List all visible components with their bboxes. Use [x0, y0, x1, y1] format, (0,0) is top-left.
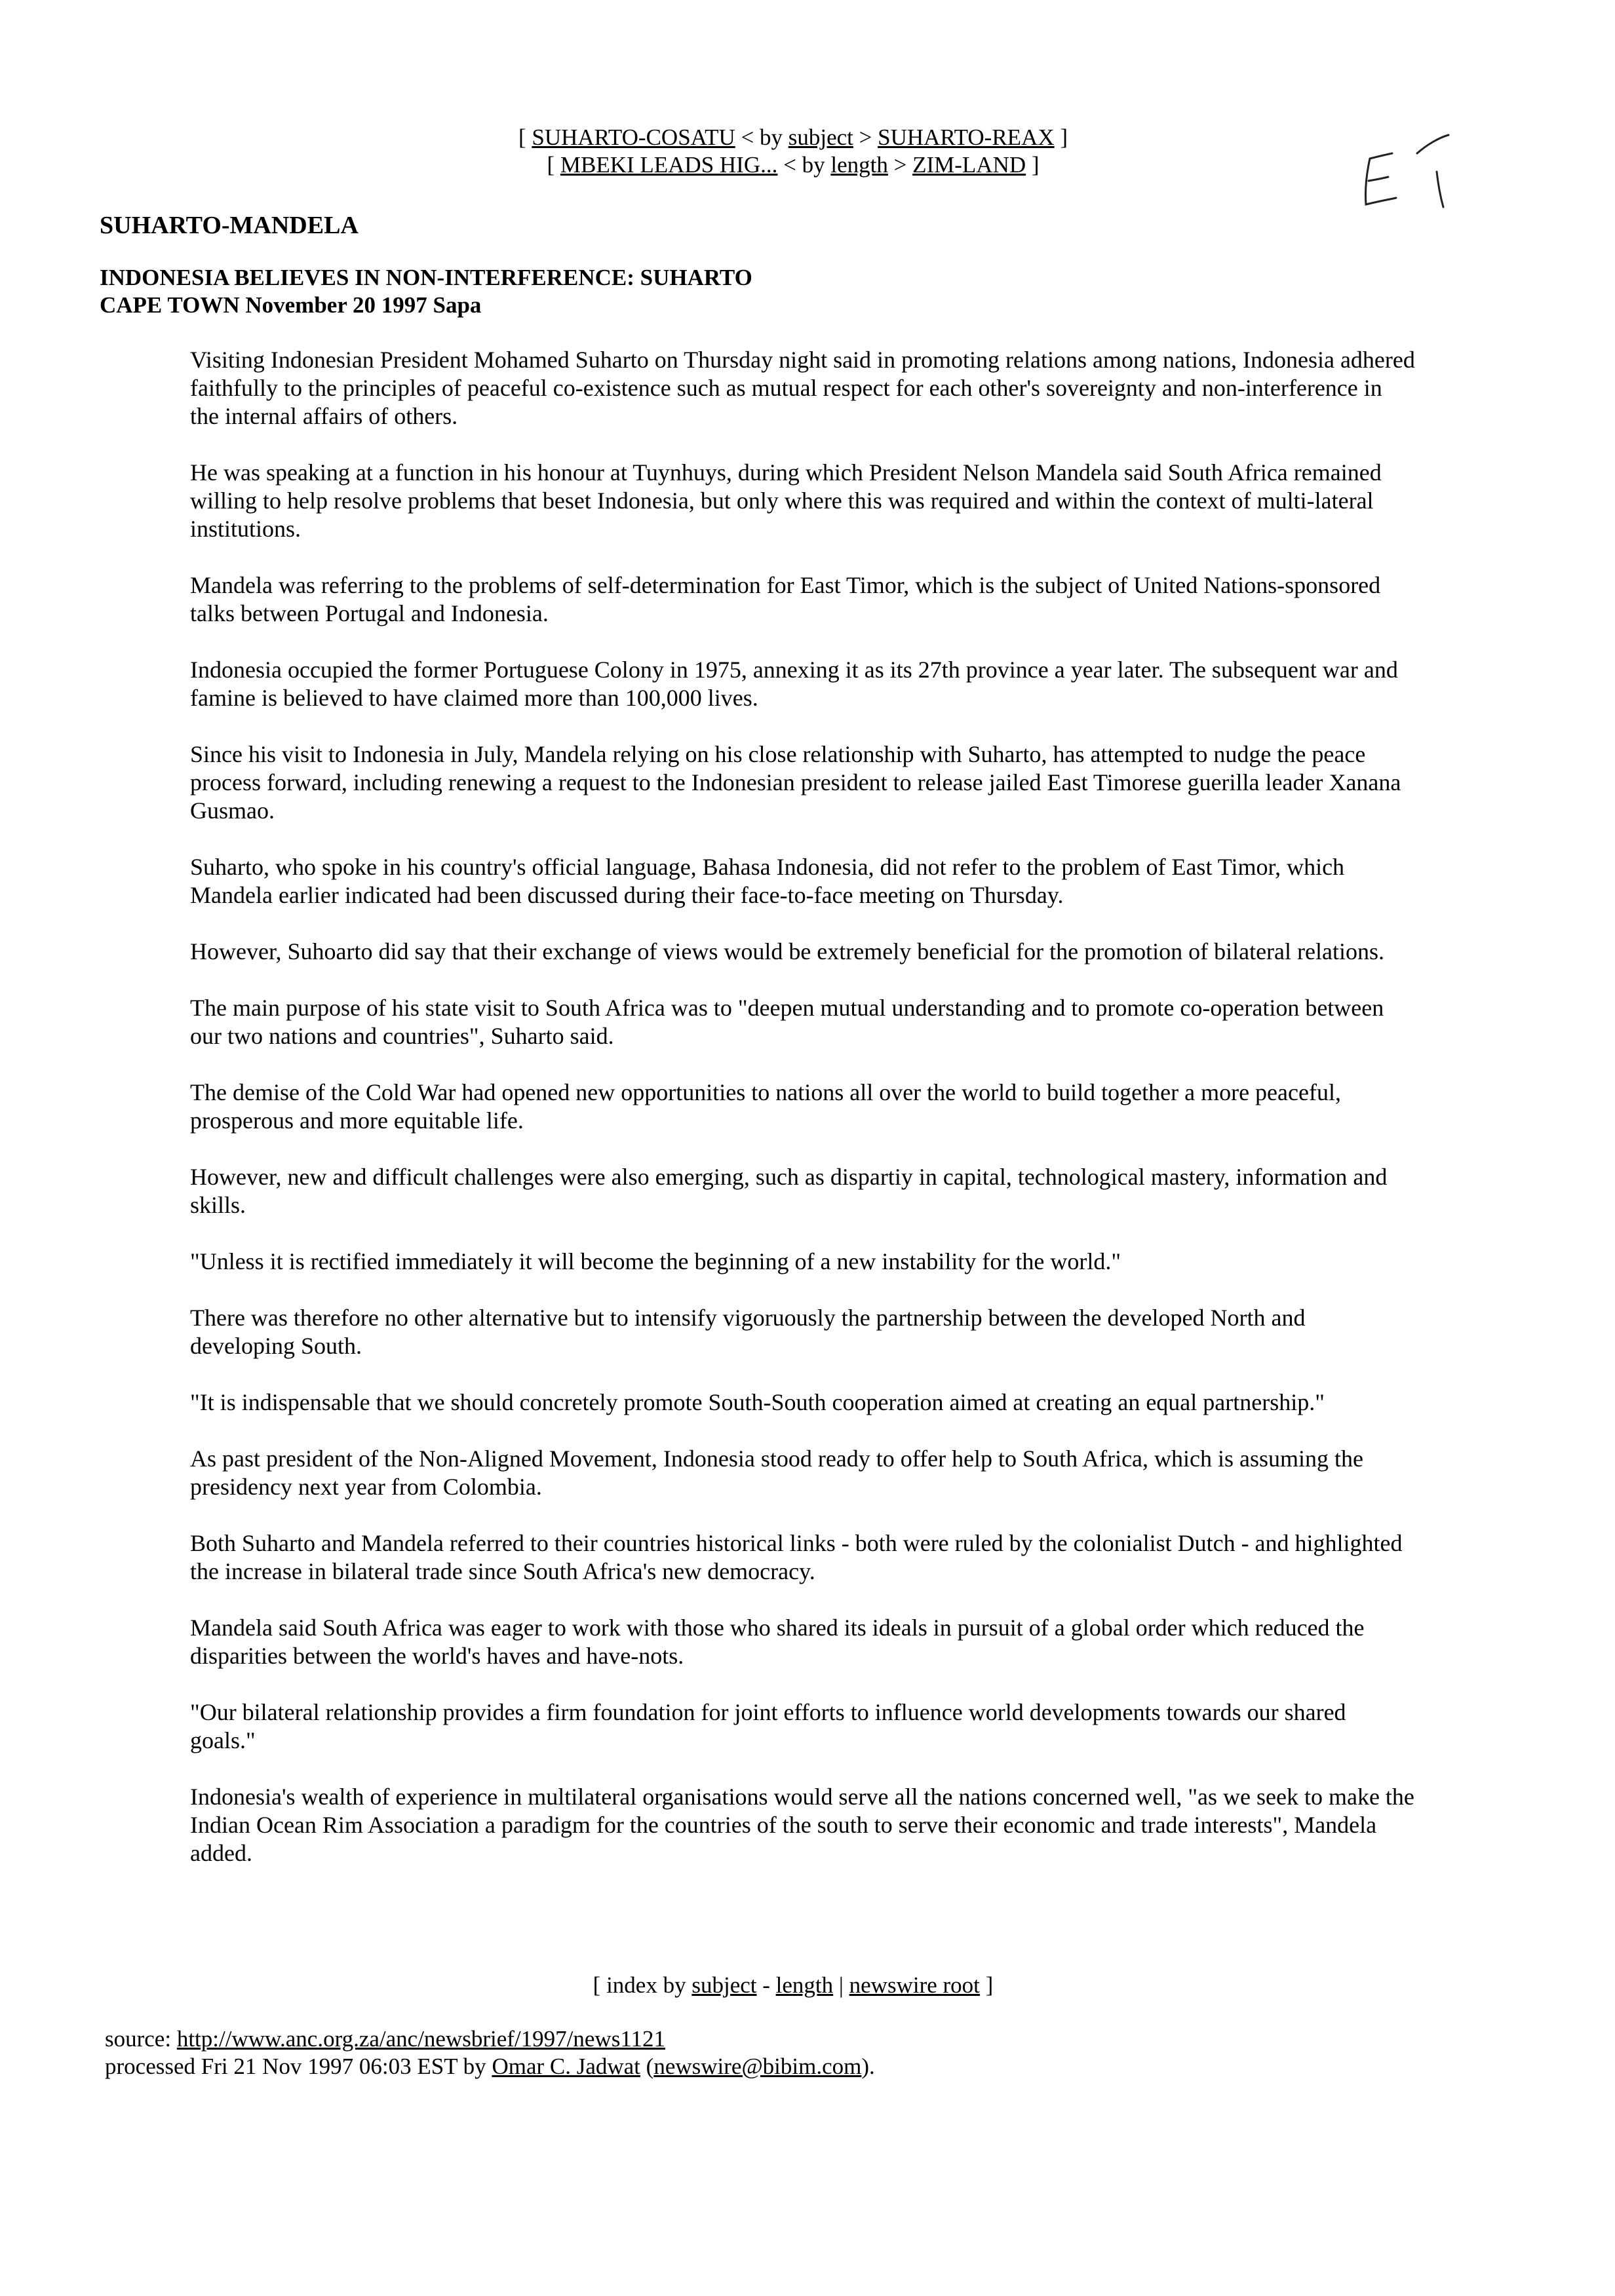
footer-bracket-close: ] — [979, 1972, 994, 1998]
handwritten-e1-mark — [1350, 124, 1468, 223]
section-title: SUHARTO-MANDELA — [100, 212, 359, 239]
author-link[interactable]: Omar C. Jadwat — [492, 2054, 640, 2079]
nav-separator: > — [887, 152, 913, 178]
article-paragraph: Visiting Indonesian President Mohamed Suharto on Thursday night said in promoting relations among nations, Indonesia adhered faithfully to the principles of peaceful co-existence such as mutual respect for each other's sovereignty and non-interference in the internal affairs of others. — [190, 347, 1415, 429]
email-link[interactable]: newswire@bibim.com — [653, 2054, 862, 2079]
nav-separator: < by — [777, 152, 831, 178]
article-paragraph: "Unless it is rectified immediately it will become the beginning of a new instability for the world." — [190, 1248, 1121, 1274]
processed-line — [105, 2054, 875, 2080]
handwritten-annotation — [1350, 124, 1468, 223]
footer-separator: - — [756, 1972, 776, 1998]
article-paragraph: Mandela said South Africa was eager to work with those who shared its ideals in pursuit of a global order which reduced the disparities between the world's haves and have-nots. — [190, 1615, 1365, 1669]
article-paragraph: Suharto, who spoke in his country's official language, Bahasa Indonesia, did not refer to the problem of East Timor, which Mandela earlier indicated had been discussed during their face-to-face meeting on Thursday. — [190, 854, 1345, 908]
next-by-subject-link[interactable]: SUHARTO-REAX — [878, 124, 1055, 150]
article-paragraph: The demise of the Cold War had opened new opportunities to nations all over the world to build together a more peaceful, prosperous and more equitable life. — [190, 1079, 1341, 1134]
processed-prefix: processed Fri 21 Nov 1997 06:03 EST by — [105, 2054, 492, 2079]
nav-separator: > — [853, 124, 878, 150]
nav-bracket-close: ] — [1026, 152, 1040, 178]
article-paragraph: However, new and difficult challenges were also emerging, such as dispartiy in capital, technological mastery, information and skills. — [190, 1164, 1388, 1218]
length-navigation — [393, 152, 1193, 178]
article-paragraph: However, Suhoarto did say that their exchange of views would be extremely beneficial for the promotion of bilateral relations. — [190, 938, 1384, 965]
footer-bracket-open: [ index by — [593, 1972, 692, 1998]
index-by-length-link[interactable]: length — [775, 1972, 834, 1998]
nav-bracket-open: [ — [547, 152, 560, 178]
subject-index-link[interactable]: subject — [788, 124, 853, 150]
index-navigation — [393, 1972, 1193, 1999]
source-url-link[interactable]: http://www.anc.org.za/anc/newsbrief/1997/news1121 — [176, 2026, 666, 2052]
article-paragraph: Since his visit to Indonesia in July, Mandela relying on his close relationship with Suharto, has attempted to nudge the peace process forward, including renewing a request to the Indonesian president to release jailed East Timorese guerilla leader Xanana Gusmao. — [190, 741, 1401, 824]
article-paragraph: "It is indispensable that we should concretely promote South-South cooperation aimed at creating an equal partnership." — [190, 1389, 1325, 1415]
article-paragraph: Mandela was referring to the problems of self-determination for East Timor, which is the subject of United Nations-sponsored talks between Portugal and Indonesia. — [190, 572, 1381, 626]
article-paragraph: Both Suharto and Mandela referred to their countries historical links - both were ruled by the colonialist Dutch - and highlighted the increase in bilateral trade since South Africa's new democracy. — [190, 1530, 1403, 1584]
article-paragraph: There was therefore no other alternative but to intensify vigoruously the partnership between the developed North and developing South. — [190, 1305, 1306, 1359]
index-by-subject-link[interactable]: subject — [691, 1972, 757, 1998]
article-paragraph: "Our bilateral relationship provides a firm foundation for joint efforts to influence world developments towards our shared goals." — [190, 1699, 1346, 1753]
article-body — [190, 346, 1416, 1896]
prev-by-subject-link[interactable]: SUHARTO-COSATU — [532, 124, 735, 150]
article-paragraph: He was speaking at a function in his honour at Tuynhuys, during which President Nelson Mandela said South Africa remained willing to help resolve problems that beset Indonesia, but only where this was required and within the context of multi-lateral institutions. — [190, 459, 1382, 542]
article-headline: INDONESIA BELIEVES IN NON-INTERFERENCE: SUHARTO — [100, 265, 752, 290]
nav-bracket-close: ] — [1054, 124, 1068, 150]
nav-separator: < by — [735, 124, 788, 150]
article-paragraph: Indonesia's wealth of experience in multilateral organisations would serve all the nations concerned well, "as we seek to make the Indian Ocean Rim Association a paradigm for the countries of the south to serve their economic and trade interests", Mandela added. — [190, 1784, 1414, 1866]
source-label: source: — [105, 2026, 177, 2052]
subject-navigation — [393, 124, 1193, 151]
article-paragraph: The main purpose of his state visit to South Africa was to "deepen mutual understanding and to promote co-operation between our two nations and countries", Suharto said. — [190, 995, 1384, 1049]
source-line — [105, 2026, 665, 2052]
newswire-root-link[interactable]: newswire root — [849, 1972, 980, 1998]
paren-open: ( — [640, 2054, 654, 2079]
length-index-link[interactable]: length — [830, 152, 888, 178]
next-by-length-link[interactable]: ZIM-LAND — [912, 152, 1026, 178]
footer-separator: | — [833, 1972, 849, 1998]
nav-bracket-open: [ — [518, 124, 532, 150]
prev-by-length-link[interactable]: MBEKI LEADS HIG... — [560, 152, 778, 178]
paren-close: ). — [861, 2054, 875, 2079]
article-dateline: CAPE TOWN November 20 1997 Sapa — [100, 292, 482, 318]
article-paragraph: Indonesia occupied the former Portuguese Colony in 1975, annexing it as its 27th province a year later. The subsequent war and famine is believed to have claimed more than 100,000 lives. — [190, 657, 1398, 711]
article-paragraph: As past president of the Non-Aligned Movement, Indonesia stood ready to offer help to South Africa, which is assuming the presidency next year from Colombia. — [190, 1445, 1363, 1500]
